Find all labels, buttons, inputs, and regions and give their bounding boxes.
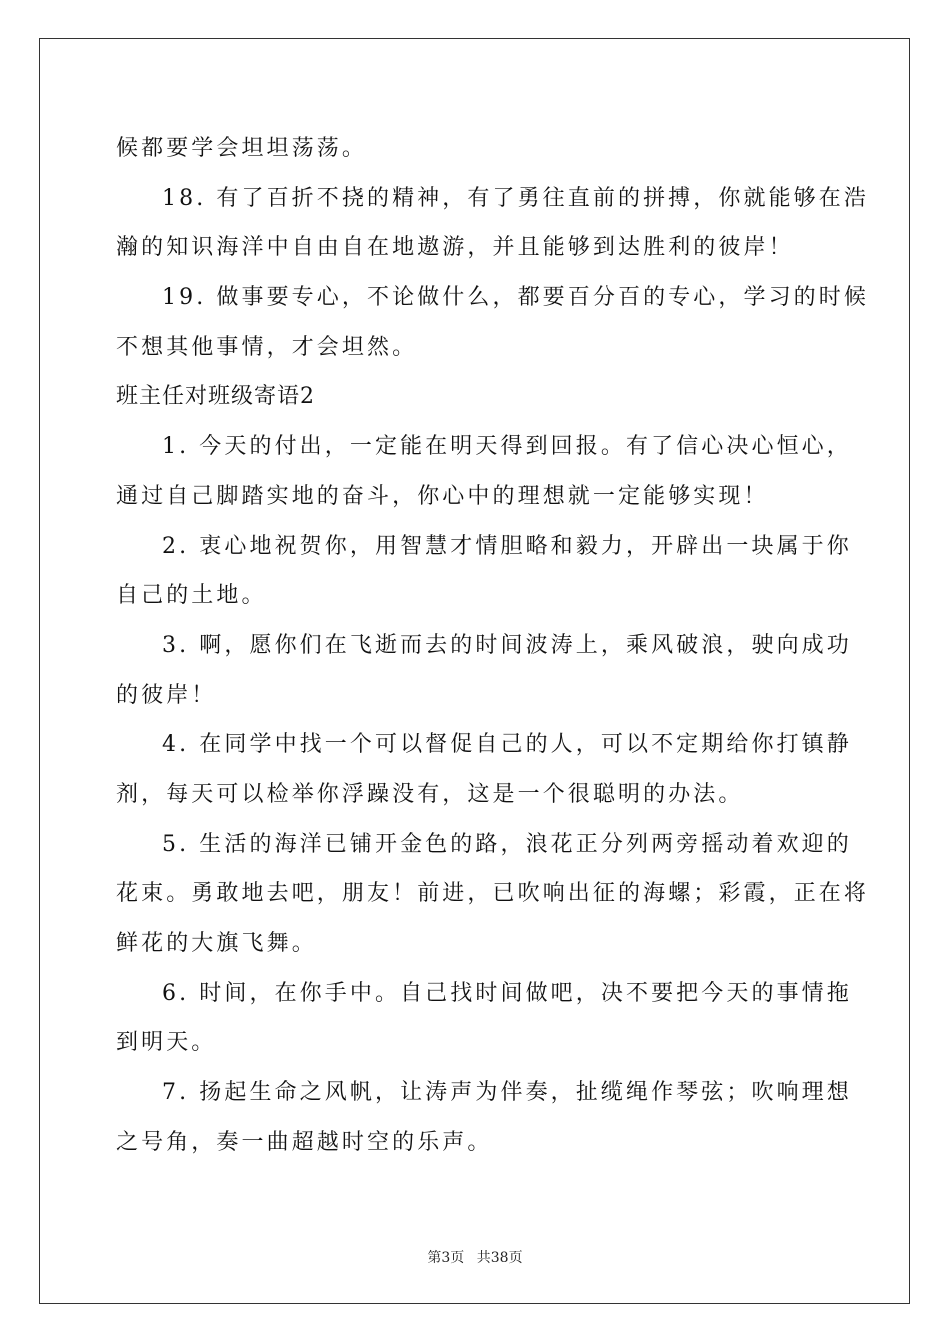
text-line: 剂，每天可以检举你浮躁没有，这是一个很聪明的办法。 bbox=[116, 781, 744, 807]
paragraph-2: 2. 衷心地祝贺你，用智慧才情胆略和毅力，开辟出一块属于你 bbox=[162, 533, 852, 559]
page-number: 第3页 bbox=[427, 1250, 465, 1266]
paragraph-4: 4. 在同学中找一个可以督促自己的人，可以不定期给你打镇静 bbox=[162, 732, 852, 758]
section-heading: 班主任对班级寄语2 bbox=[116, 384, 315, 410]
paragraph-5: 5. 生活的海洋已铺开金色的路，浪花正分列两旁摇动着欢迎的 bbox=[162, 831, 852, 857]
paragraph-6: 6. 时间，在你手中。自己找时间做吧，决不要把今天的事情拖 bbox=[162, 980, 852, 1006]
text-line: 花束。勇敢地去吧，朋友！前进，已吹响出征的海螺；彩霞，正在将 bbox=[116, 881, 870, 907]
paragraph-19: 19. 做事要专心，不论做什么，都要百分百的专心，学习的时候 bbox=[162, 285, 869, 311]
paragraph-7: 7. 扬起生命之风帆，让涛声为伴奏，扯缆绳作琴弦；吹响理想 bbox=[162, 1080, 852, 1106]
text-line: 不想其他事情，才会坦然。 bbox=[116, 334, 418, 360]
text-line: 通过自己脚踏实地的奋斗，你心中的理想就一定能够实现！ bbox=[116, 483, 769, 509]
paragraph-18: 18. 有了百折不挠的精神，有了勇往直前的拼搏，你就能够在浩 bbox=[162, 185, 869, 211]
text-line: 鲜花的大旗飞舞。 bbox=[116, 931, 317, 956]
text-line: 瀚的知识海洋中自由自在地遨游，并且能够到达胜利的彼岸！ bbox=[116, 235, 794, 261]
text-line: 之号角，奏一曲超越时空的乐声。 bbox=[116, 1129, 493, 1155]
document-body bbox=[116, 124, 870, 1167]
page-total: 共38页 bbox=[476, 1250, 523, 1266]
page-footer bbox=[0, 1247, 950, 1267]
text-line: 到明天。 bbox=[116, 1030, 217, 1056]
text-line: 自己的土地。 bbox=[116, 583, 267, 609]
paragraph-3: 3. 啊，愿你们在飞逝而去的时间波涛上，乘风破浪，驶向成功 bbox=[162, 632, 852, 658]
text-line: 候都要学会坦坦荡荡。 bbox=[116, 136, 368, 161]
text-line: 的彼岸！ bbox=[116, 682, 217, 708]
paragraph-1: 1. 今天的付出，一定能在明天得到回报。有了信心决心恒心， bbox=[162, 434, 852, 460]
